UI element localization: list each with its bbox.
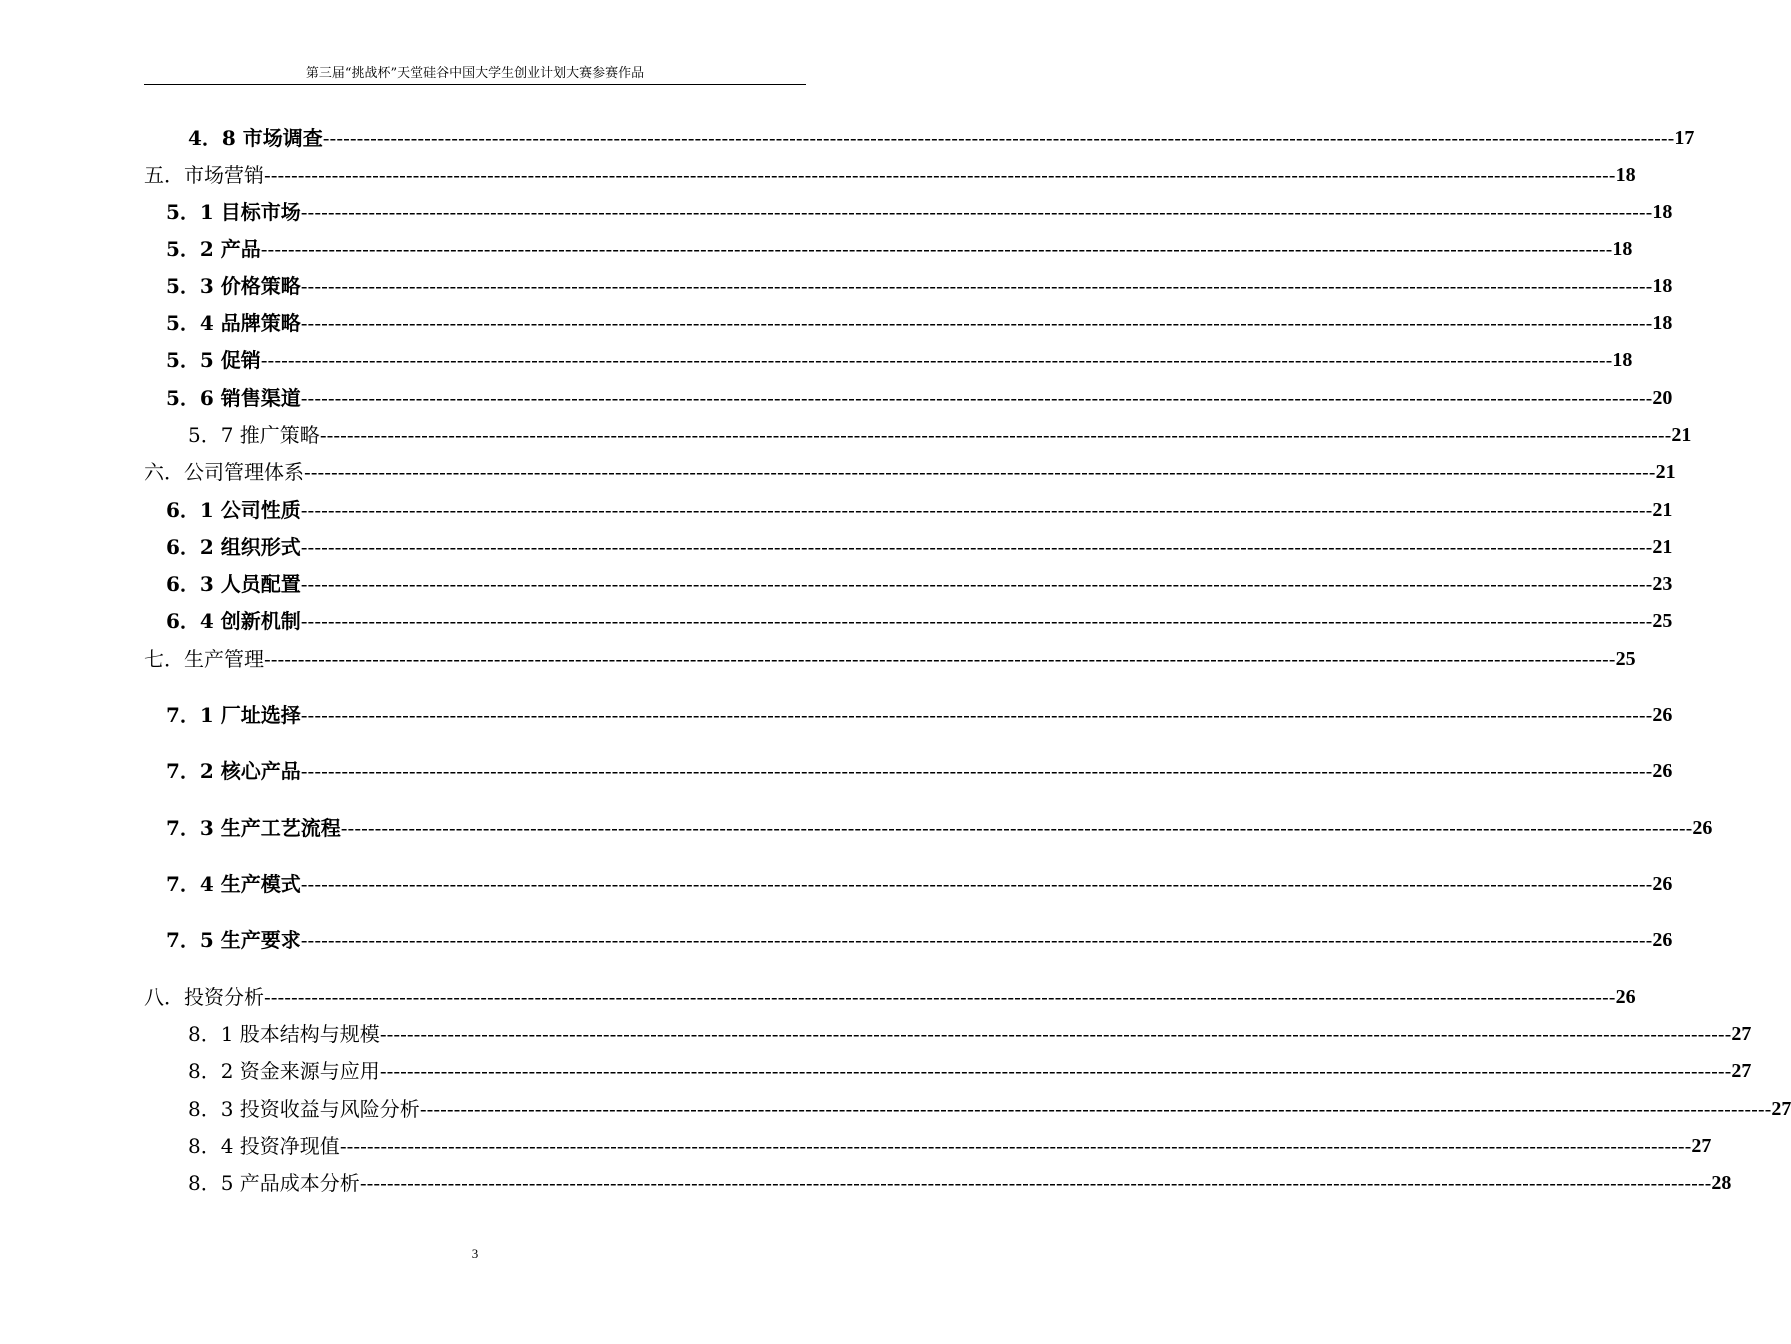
toc-entry [166, 309, 1673, 337]
toc-entry-label: 六．公司管理体系 [144, 460, 304, 484]
toc-entry-label: 5．5 促销 [166, 348, 261, 372]
page-number: 3 [471, 1246, 479, 1261]
toc-leader-dashes: -------------------------------------------------------------------------------------------------------------------------------------------------------------------------------------------------------- [379, 1022, 1732, 1046]
toc-entry-label: 6．1 公司性质 [166, 498, 301, 522]
toc-leader-dashes: -------------------------------------------------------------------------------------------------------------------------------------------------------------------------------------------------------- [300, 386, 1653, 410]
toc-entry-page: 28 [1711, 1172, 1732, 1194]
toc-entry-page: 26 [1652, 760, 1673, 782]
toc-leader-dashes: -------------------------------------------------------------------------------------------------------------------------------------------------------------------------------------------------------- [340, 816, 1693, 840]
toc-entry [188, 124, 1695, 152]
toc-entry [166, 198, 1673, 226]
toc-entry-label: 6．3 人员配置 [166, 572, 301, 596]
toc-entry-label: 8．3 投资收益与风险分析 [188, 1097, 420, 1121]
toc-entry [188, 1169, 1732, 1197]
toc-entry-page: 27 [1771, 1098, 1791, 1120]
toc-leader-dashes: -------------------------------------------------------------------------------------------------------------------------------------------------------------------------------------------------------- [300, 535, 1653, 559]
toc-leader-dashes: -------------------------------------------------------------------------------------------------------------------------------------------------------------------------------------------------------- [264, 985, 1616, 1009]
toc-entry [166, 570, 1673, 598]
toc-entry-page: 18 [1652, 201, 1673, 223]
toc-entry-label: 8．4 投资净现值 [188, 1134, 340, 1158]
toc-entry [166, 272, 1673, 300]
toc-entry-label: 8．5 产品成本分析 [188, 1171, 360, 1195]
toc-entry [188, 1020, 1752, 1048]
toc-entry [166, 533, 1673, 561]
toc-leader-dashes: -------------------------------------------------------------------------------------------------------------------------------------------------------------------------------------------------------- [260, 237, 1613, 261]
toc-entry [144, 458, 1676, 486]
toc-leader-dashes: -------------------------------------------------------------------------------------------------------------------------------------------------------------------------------------------------------- [359, 1171, 1712, 1195]
toc-leader-dashes: -------------------------------------------------------------------------------------------------------------------------------------------------------------------------------------------------------- [304, 460, 1656, 484]
toc-entry-label: 7．3 生产工艺流程 [166, 816, 341, 840]
toc-entry-page: 18 [1615, 164, 1636, 186]
toc-entry [188, 1132, 1712, 1160]
toc-entry [166, 496, 1673, 524]
toc-leader-dashes: -------------------------------------------------------------------------------------------------------------------------------------------------------------------------------------------------------- [300, 759, 1653, 783]
toc-entry [144, 645, 1636, 673]
toc-leader-dashes: -------------------------------------------------------------------------------------------------------------------------------------------------------------------------------------------------------- [264, 163, 1616, 187]
toc-entry [166, 384, 1673, 412]
toc-entry [166, 870, 1673, 898]
toc-entry-page: 17 [1674, 127, 1695, 149]
toc-entry-label: 5．1 目标市场 [166, 200, 301, 224]
toc-entry [166, 235, 1633, 263]
toc-leader-dashes: -------------------------------------------------------------------------------------------------------------------------------------------------------------------------------------------------------- [300, 498, 1653, 522]
toc-leader-dashes: -------------------------------------------------------------------------------------------------------------------------------------------------------------------------------------------------------- [300, 311, 1653, 335]
toc-entry [166, 607, 1673, 635]
toc-entry-label: 8．2 资金来源与应用 [188, 1059, 380, 1083]
toc-leader-dashes: -------------------------------------------------------------------------------------------------------------------------------------------------------------------------------------------------------- [260, 348, 1613, 372]
toc-leader-dashes: -------------------------------------------------------------------------------------------------------------------------------------------------------------------------------------------------------- [339, 1134, 1692, 1158]
toc-entry-page: 26 [1652, 929, 1673, 951]
toc-leader-dashes: -------------------------------------------------------------------------------------------------------------------------------------------------------------------------------------------------------- [300, 928, 1653, 952]
toc-entry-label: 6．2 组织形式 [166, 535, 301, 559]
toc-entry-page: 18 [1652, 312, 1673, 334]
toc-leader-dashes: -------------------------------------------------------------------------------------------------------------------------------------------------------------------------------------------------------- [419, 1097, 1772, 1121]
toc-entry-page: 21 [1671, 424, 1692, 446]
toc-entry-page: 18 [1652, 275, 1673, 297]
toc-entry-page: 25 [1652, 610, 1673, 632]
toc-entry [188, 421, 1692, 449]
toc-entry-label: 七．生产管理 [144, 647, 264, 671]
toc-entry-page: 26 [1692, 817, 1713, 839]
toc-leader-dashes: -------------------------------------------------------------------------------------------------------------------------------------------------------------------------------------------------------- [300, 703, 1653, 727]
toc-leader-dashes: -------------------------------------------------------------------------------------------------------------------------------------------------------------------------------------------------------- [322, 126, 1675, 150]
toc-entry [166, 814, 1713, 842]
toc-entry-page: 18 [1612, 238, 1633, 260]
toc-entry-page: 26 [1652, 873, 1673, 895]
toc-entry-label: 五．市场营销 [144, 163, 264, 187]
toc-entry [144, 161, 1636, 189]
toc-entry-page: 21 [1655, 461, 1676, 483]
toc-entry-page: 26 [1652, 704, 1673, 726]
toc-leader-dashes: -------------------------------------------------------------------------------------------------------------------------------------------------------------------------------------------------------- [300, 274, 1653, 298]
toc-leader-dashes: -------------------------------------------------------------------------------------------------------------------------------------------------------------------------------------------------------- [264, 647, 1616, 671]
header-rule [144, 84, 806, 85]
toc-entry-page: 26 [1615, 986, 1636, 1008]
toc-entry [166, 757, 1673, 785]
toc-leader-dashes: -------------------------------------------------------------------------------------------------------------------------------------------------------------------------------------------------------- [319, 423, 1672, 447]
toc-entry [166, 346, 1633, 374]
toc-entry-label: 8．1 股本结构与规模 [188, 1022, 380, 1046]
toc-entry [166, 926, 1673, 954]
toc-entry-page: 27 [1731, 1060, 1752, 1082]
toc-entry-page: 21 [1652, 499, 1673, 521]
toc-leader-dashes: -------------------------------------------------------------------------------------------------------------------------------------------------------------------------------------------------------- [300, 872, 1653, 896]
toc-entry-label: 7．2 核心产品 [166, 759, 301, 783]
toc-entry [188, 1095, 1791, 1123]
toc-entry-page: 27 [1731, 1023, 1752, 1045]
toc-entry [188, 1057, 1752, 1085]
toc-entry-label: 6．4 创新机制 [166, 609, 301, 633]
toc-entry [144, 983, 1636, 1011]
toc-entry-label: 5．7 推广策略 [188, 423, 320, 447]
toc-leader-dashes: -------------------------------------------------------------------------------------------------------------------------------------------------------------------------------------------------------- [300, 572, 1653, 596]
toc-entry-label: 5．4 品牌策略 [166, 311, 301, 335]
toc-entry-label: 5．2 产品 [166, 237, 261, 261]
toc-entry-page: 25 [1615, 648, 1636, 670]
toc-entry-label: 5．3 价格策略 [166, 274, 301, 298]
toc-leader-dashes: -------------------------------------------------------------------------------------------------------------------------------------------------------------------------------------------------------- [300, 200, 1653, 224]
page-header: 第三届“挑战杯”天堂硅谷中国大学生创业计划大赛参赛作品 [305, 66, 645, 81]
toc-entry-page: 18 [1612, 349, 1633, 371]
toc-entry-label: 八．投资分析 [144, 985, 264, 1009]
toc-entry [166, 701, 1673, 729]
toc-entry-page: 20 [1652, 387, 1673, 409]
toc-entry-label: 4．8 市场调查 [188, 126, 323, 150]
toc-entry-label: 7．4 生产模式 [166, 872, 301, 896]
toc-entry-label: 5．6 销售渠道 [166, 386, 301, 410]
toc-leader-dashes: -------------------------------------------------------------------------------------------------------------------------------------------------------------------------------------------------------- [379, 1059, 1732, 1083]
toc-leader-dashes: -------------------------------------------------------------------------------------------------------------------------------------------------------------------------------------------------------- [300, 609, 1653, 633]
toc-entry-label: 7．1 厂址选择 [166, 703, 301, 727]
toc-entry-page: 23 [1652, 573, 1673, 595]
toc-entry-page: 21 [1652, 536, 1673, 558]
toc-entry-label: 7．5 生产要求 [166, 928, 301, 952]
toc-entry-page: 27 [1691, 1135, 1712, 1157]
